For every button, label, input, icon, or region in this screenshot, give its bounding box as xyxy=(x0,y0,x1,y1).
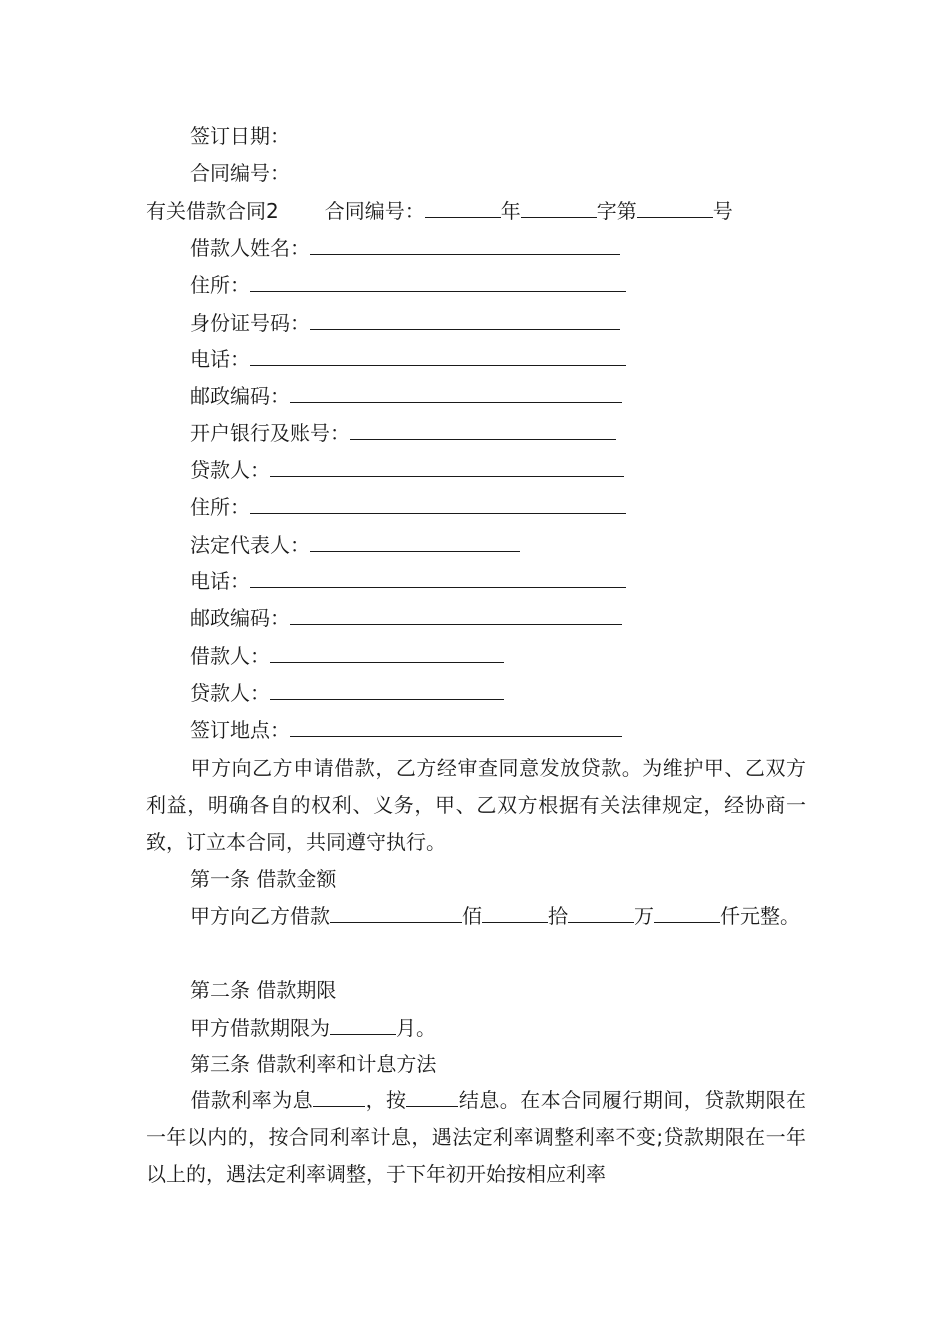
fill-blank[interactable] xyxy=(250,492,626,514)
article-3-text: 借款利率为息 xyxy=(190,1088,314,1112)
field-label: 借款人姓名： xyxy=(190,236,310,260)
field-address xyxy=(190,270,626,298)
number-label: 号 xyxy=(712,199,733,223)
wan-blank[interactable] xyxy=(654,901,720,923)
fill-blank[interactable] xyxy=(250,344,626,366)
article-1-end: 整。 xyxy=(760,904,800,928)
field-label: 住所： xyxy=(190,273,250,297)
field-label: 邮政编码： xyxy=(190,384,290,408)
year-label: 年 xyxy=(500,199,521,223)
field-lender xyxy=(190,455,624,483)
contract-title-line xyxy=(146,196,733,224)
intro-paragraph xyxy=(146,750,806,861)
field-label: 贷款人： xyxy=(190,458,270,482)
article-1-heading: 第一条 借款金额 xyxy=(190,867,337,891)
field-id-number xyxy=(190,308,620,336)
number-blank[interactable] xyxy=(637,196,713,218)
fill-blank[interactable] xyxy=(310,530,520,552)
period-blank[interactable] xyxy=(330,1013,396,1035)
field-sign-place xyxy=(190,715,622,743)
field-postcode xyxy=(190,381,622,409)
field-label: 电话： xyxy=(190,569,250,593)
rate-blank[interactable] xyxy=(313,1085,365,1107)
bai-blank[interactable] xyxy=(482,901,548,923)
article-2-heading: 第二条 借款期限 xyxy=(190,978,337,1002)
field-label: 法定代表人： xyxy=(190,533,310,557)
article-3-heading: 第三条 借款利率和计息方法 xyxy=(190,1052,437,1076)
article-3-paragraph xyxy=(146,1082,806,1193)
field-label: 贷款人： xyxy=(190,681,270,705)
fill-blank[interactable] xyxy=(290,381,622,403)
year-blank[interactable] xyxy=(425,196,501,218)
field-lender-address xyxy=(190,492,626,520)
fill-blank[interactable] xyxy=(270,455,624,477)
contract-number-label: 合同编号： xyxy=(190,161,290,185)
fill-blank[interactable] xyxy=(270,678,504,700)
fill-blank[interactable] xyxy=(290,603,622,625)
field-borrower-name xyxy=(190,233,620,261)
field-lender-sign xyxy=(190,678,504,706)
field-bank-account xyxy=(190,418,616,446)
article-3-an: ，按 xyxy=(365,1088,407,1112)
fill-blank[interactable] xyxy=(310,308,620,330)
field-lender-phone xyxy=(190,566,626,594)
unit-shi: 拾 xyxy=(548,904,568,928)
field-label: 电话： xyxy=(190,347,250,371)
article-1-paragraph xyxy=(146,898,806,935)
field-lender-postcode xyxy=(190,603,622,631)
unit-bai: 佰 xyxy=(462,904,482,928)
fill-blank[interactable] xyxy=(310,233,620,255)
fill-blank[interactable] xyxy=(290,715,622,737)
fill-blank[interactable] xyxy=(350,418,616,440)
sign-date-label: 签订日期： xyxy=(190,124,290,148)
fill-blank[interactable] xyxy=(270,641,504,663)
fill-blank[interactable] xyxy=(250,270,626,292)
field-label: 借款人： xyxy=(190,644,270,668)
shi-blank[interactable] xyxy=(568,901,634,923)
article-2-paragraph xyxy=(190,1013,436,1041)
article-1-text: 甲方向乙方借款 xyxy=(190,904,330,928)
month-label: 月。 xyxy=(396,1016,436,1040)
field-label: 身份证号码： xyxy=(190,311,310,335)
field-label: 邮政编码： xyxy=(190,606,290,630)
word-no-label: 字第 xyxy=(596,199,637,223)
word-blank[interactable] xyxy=(521,196,597,218)
settle-blank[interactable] xyxy=(406,1085,458,1107)
field-label: 住所： xyxy=(190,495,250,519)
unit-qian: 仟元 xyxy=(720,904,760,928)
article-3-rest: 结息。在本合同履行期间，贷款期限在一年以内的，按合同利率计息，遇法定利率调整利率不变;贷款期限在一年以上的，遇法定利率调整，于下年初开始按相应利率 xyxy=(146,1088,807,1186)
field-borrower-sign xyxy=(190,641,504,669)
field-label: 签订地点： xyxy=(190,718,290,742)
title-contract-no-label: 合同编号： xyxy=(324,199,425,223)
article-2-text: 甲方借款期限为 xyxy=(190,1016,330,1040)
field-legal-rep xyxy=(190,530,520,558)
unit-wan: 万 xyxy=(634,904,654,928)
intro-text: 甲方向乙方申请借款，乙方经审查同意发放贷款。为维护甲、乙双方利益，明确各自的权利、义务，甲、乙双方根据有关法律规定，经协商一致，订立本合同，共同遵守执行。 xyxy=(146,756,806,854)
contract-title: 有关借款合同2 xyxy=(146,199,279,223)
amount-blank[interactable] xyxy=(330,901,462,923)
field-phone xyxy=(190,344,626,372)
field-label: 开户银行及账号： xyxy=(190,421,350,445)
fill-blank[interactable] xyxy=(250,566,626,588)
